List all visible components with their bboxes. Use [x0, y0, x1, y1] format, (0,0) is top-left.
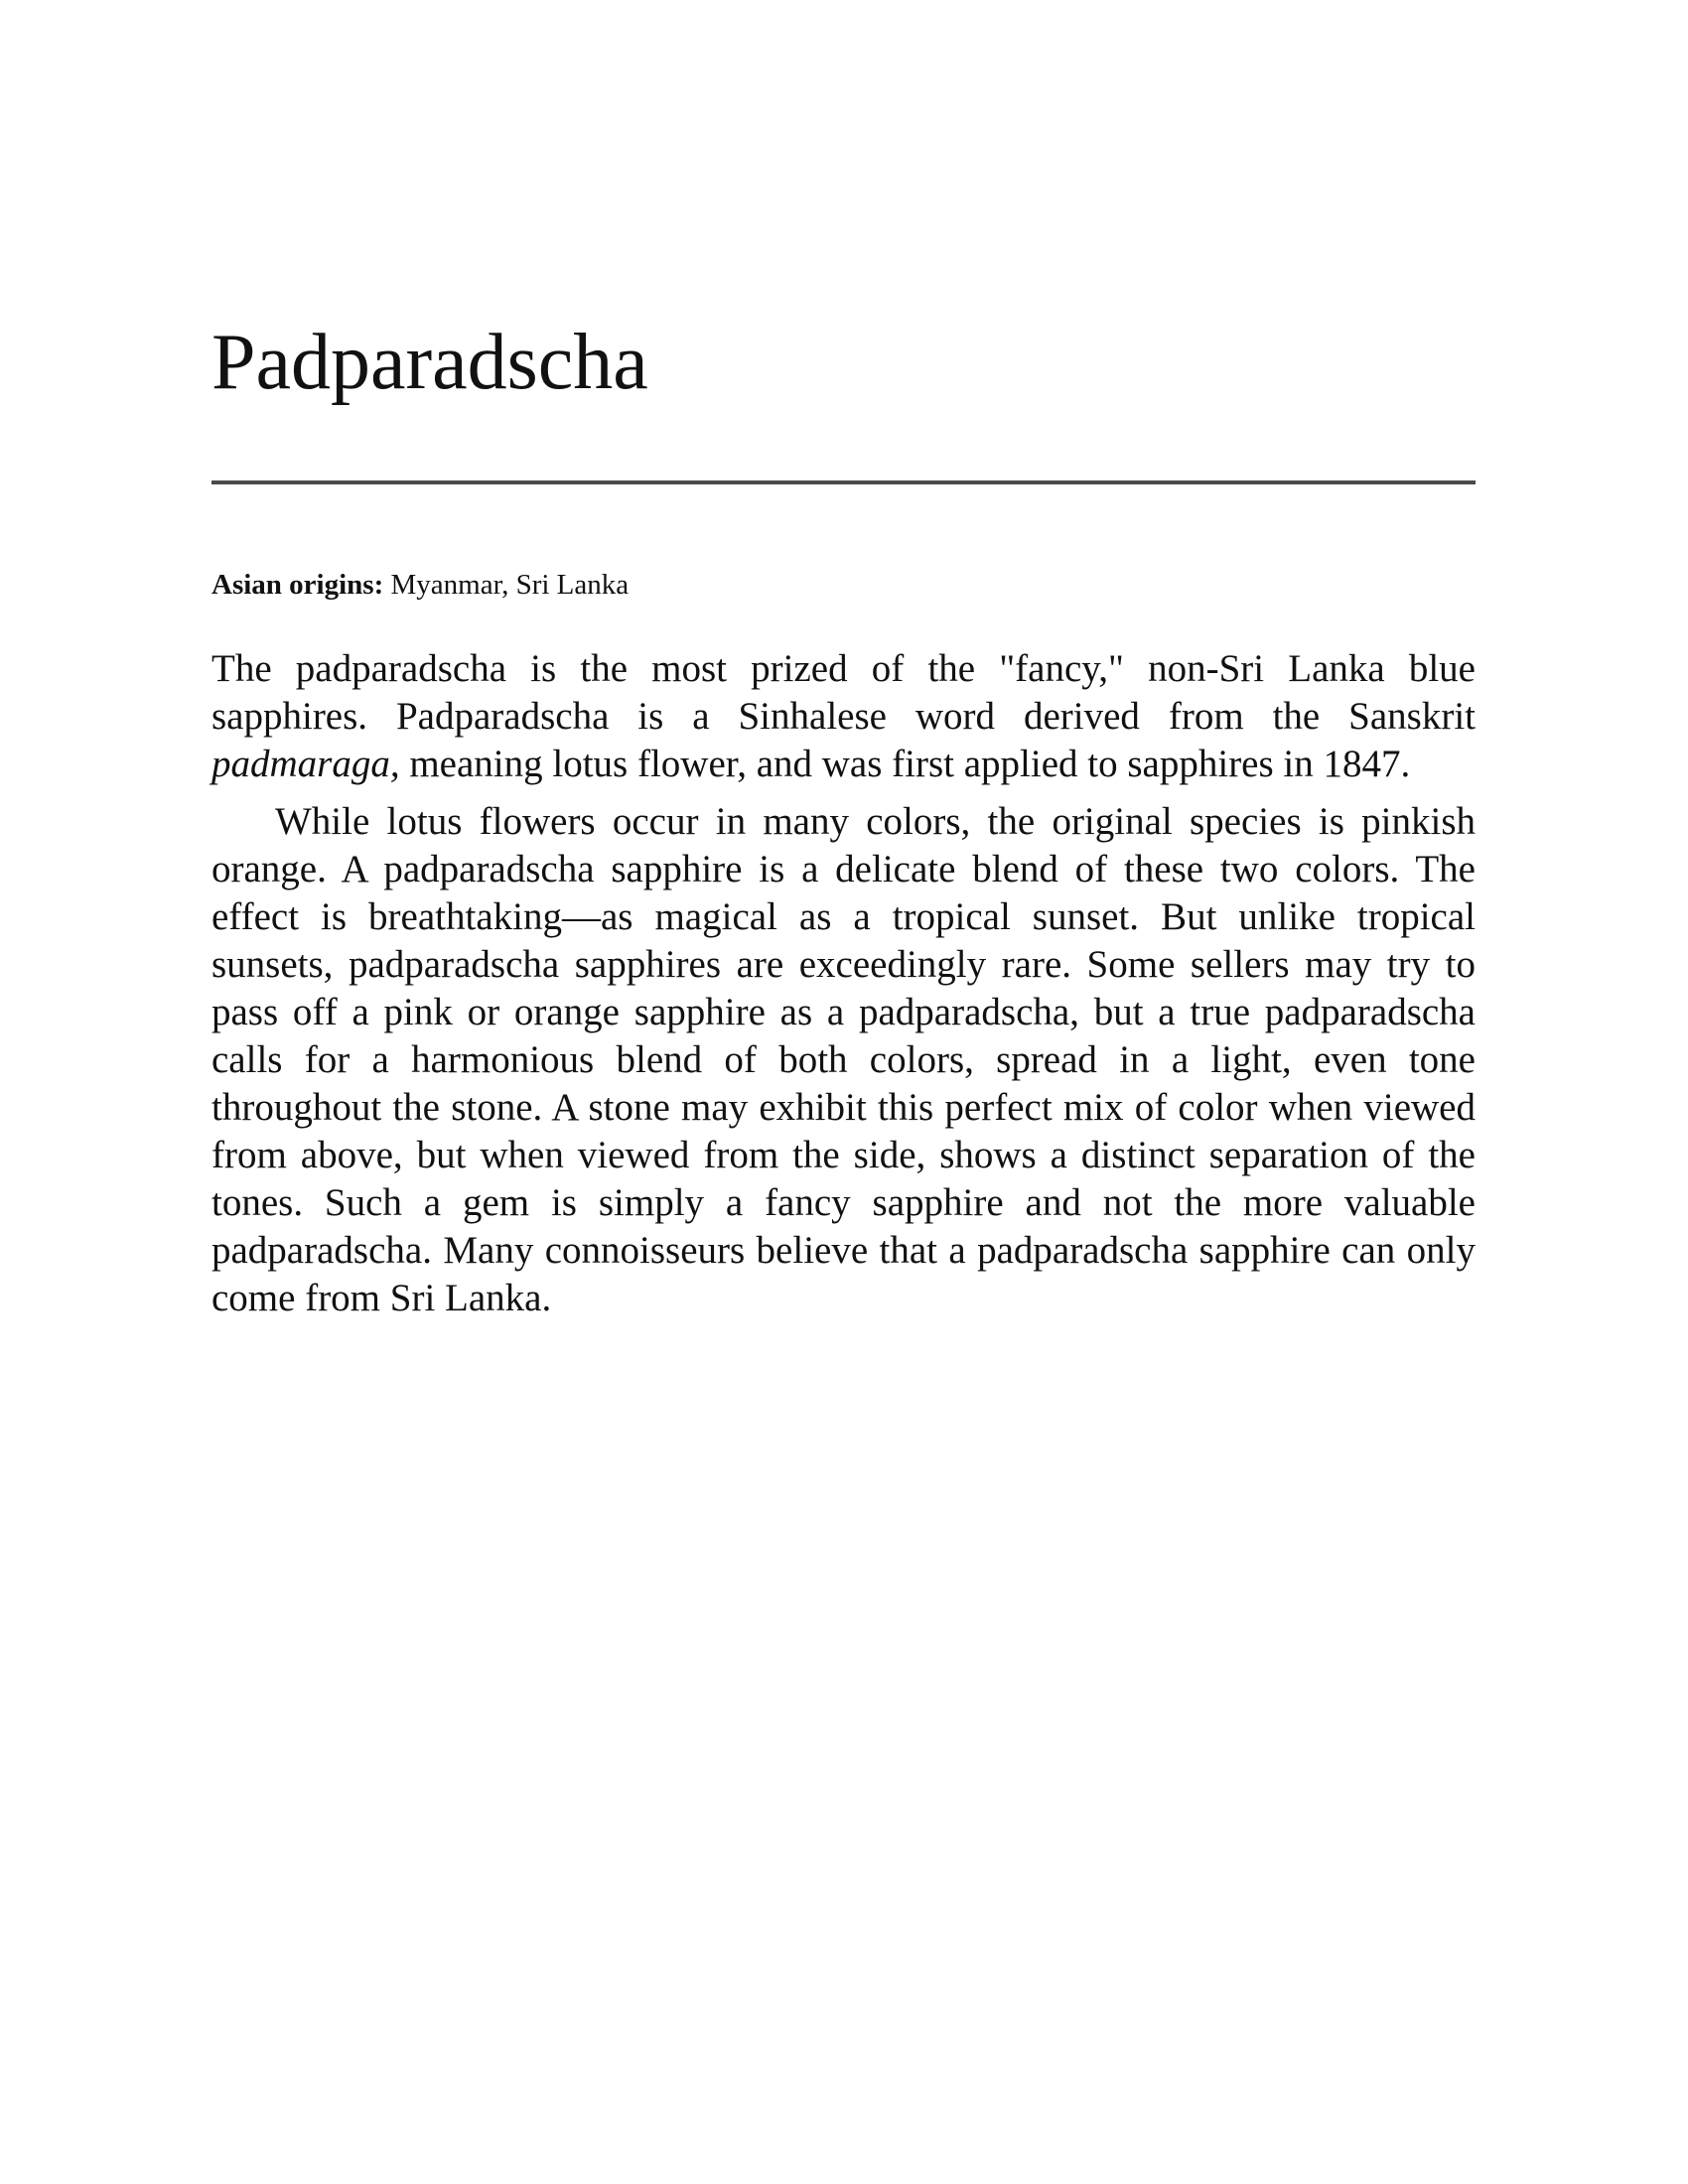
- paragraph-1-part-1: The padparadscha is the most prized of the "fancy," non-Sri Lanka blue sapphires. Padparadscha is a Sinhalese word derived from the Sanskrit: [211, 647, 1476, 738]
- paragraph-1: [211, 645, 1476, 788]
- title-divider: [211, 480, 1476, 484]
- origins-value: Myanmar, Sri Lanka: [390, 569, 630, 601]
- origins-line: [211, 566, 629, 604]
- page-title: Padparadscha: [211, 319, 648, 406]
- document-page: [211, 0, 1476, 2184]
- paragraph-2: While lotus flowers occur in many colors, the original species is pinkish orange. A padparadscha sapphire is a delicate blend of these two colors. The effect is breathtaking—as magical as a tropical sunset. But unlike tropical sunsets, padparadscha sapphires are exceedingly rare. Some sellers may try to pass off a pink or orange sapphire as a padparadscha, but a true padparadscha calls for a harmonious blend of both colors, spread in a light, even tone throughout the stone. A stone may exhibit this perfect mix of color when viewed from above, but when viewed from the side, shows a distinct separation of the tones. Such a gem is simply a fancy sapphire and not the more valuable padparadscha. Many connoisseurs believe that a padparadscha sapphire can only come from Sri Lanka.: [211, 800, 1476, 1319]
- body-text: [211, 645, 1476, 1322]
- paragraph-1-part-2: meaning lotus flower, and was first applied to sapphires in 1847.: [399, 743, 1411, 785]
- paragraph-1-italic-term: padmaraga,: [211, 743, 400, 785]
- origins-label: Asian origins:: [211, 569, 384, 601]
